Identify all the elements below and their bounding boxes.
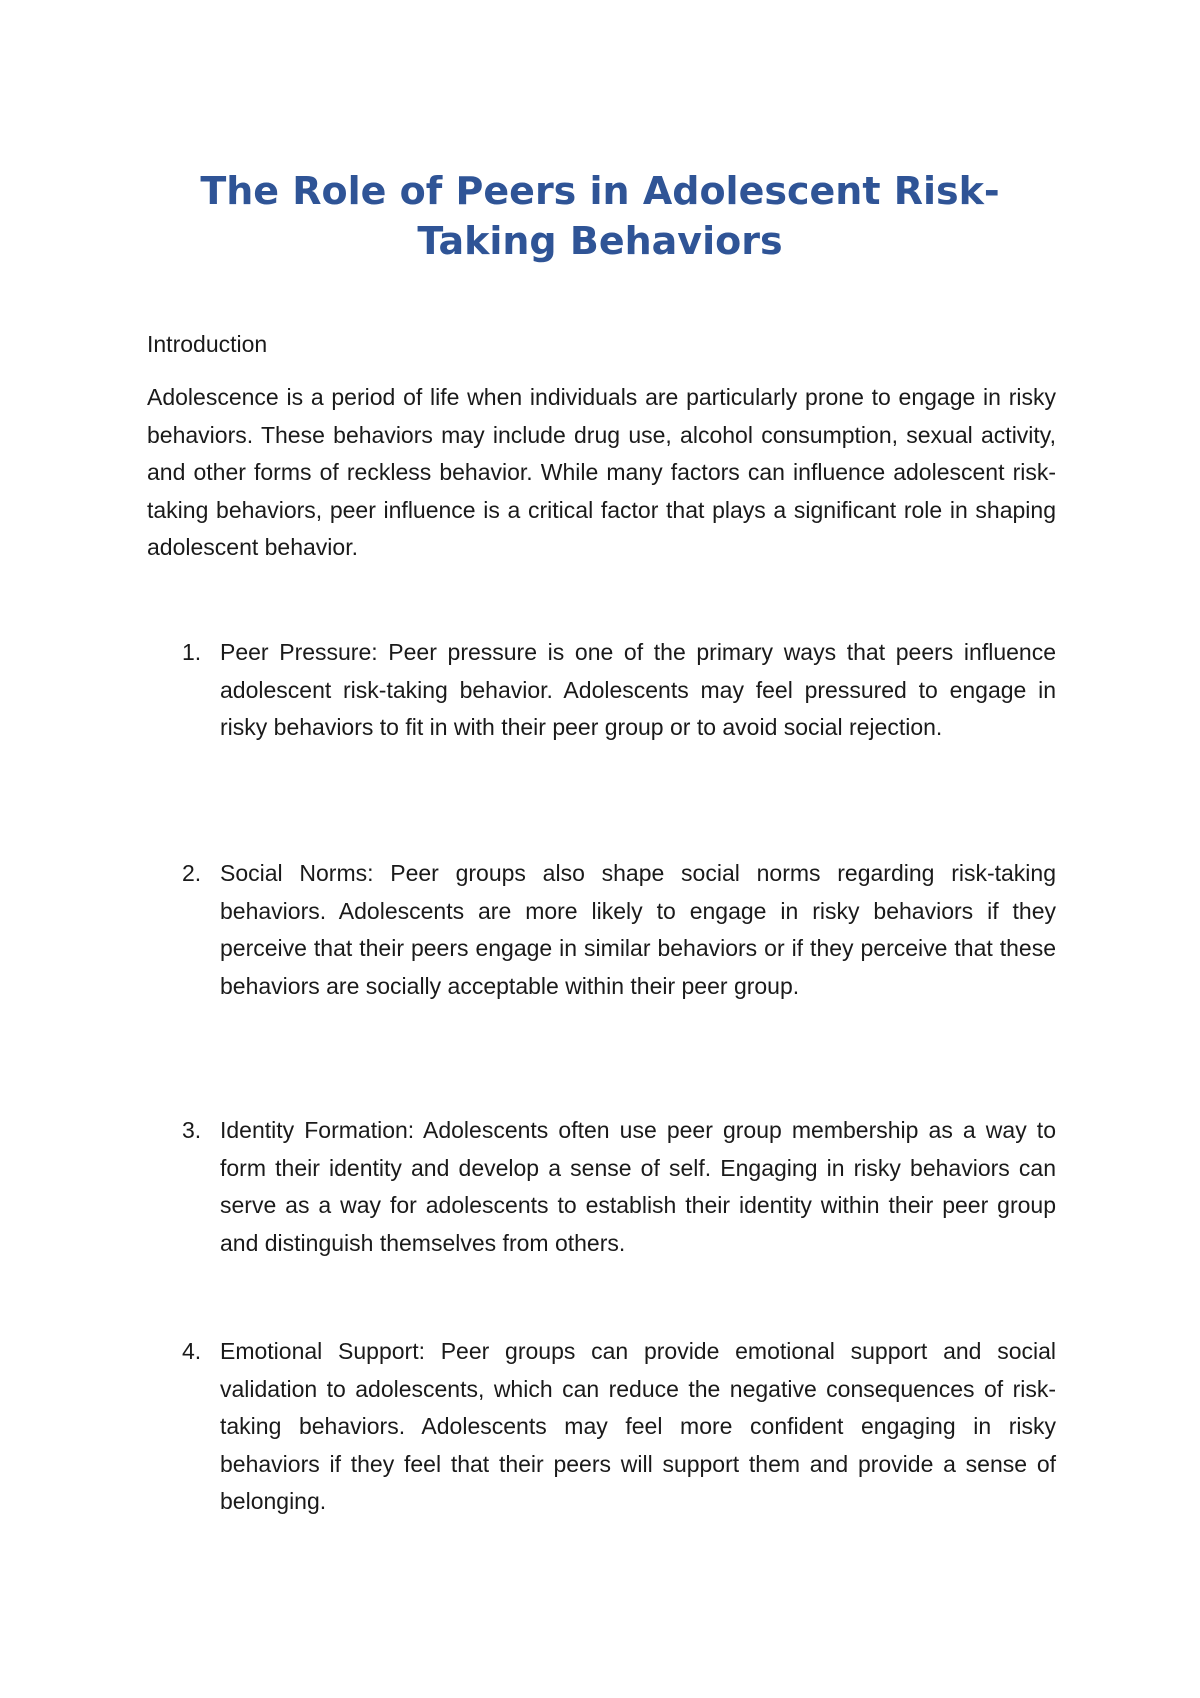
document-title: The Role of Peers in Adolescent Risk-Taking Behaviors xyxy=(200,169,1000,263)
list-item-number: 1. xyxy=(182,639,202,665)
list-item-text: Identity Formation: Adolescents often use peer group membership as a way to form their identity and develop a sense of self. Engaging in risky behaviors can serve as a way for adolescents to establish their identity within their peer group and distinguish themselves from others. xyxy=(220,1117,1056,1256)
list-item-text: Social Norms: Peer groups also shape social norms regarding risk-taking behaviors. Adolescents are more likely to engage in risky behaviors if they perceive that their peers engage in similar behaviors or if they perceive that these behaviors are socially acceptable within their peer group. xyxy=(220,860,1056,999)
list-item-number: 4. xyxy=(182,1338,202,1364)
list-item-number: 3. xyxy=(182,1117,202,1143)
list-item-text: Peer Pressure: Peer pressure is one of the primary ways that peers influence adolescent risk-taking behavior. Adolescents may feel pressured to engage in risky behaviors to fit in with their peer group or to avoid social rejection. xyxy=(220,639,1056,740)
intro-heading: Introduction xyxy=(147,331,268,357)
list-item-number: 2. xyxy=(182,860,202,886)
list-item-text: Emotional Support: Peer groups can provide emotional support and social validation to adolescents, which can reduce the negative consequences of risk-taking behaviors. Adolescents may feel more confident engaging in risky behaviors if they feel that their peers will support them and provide a sense of belonging. xyxy=(220,1338,1056,1514)
intro-paragraph: Adolescence is a period of life when individuals are particularly prone to engage in risky behaviors. These behaviors may include drug use, alcohol consumption, sexual activity, and other forms of reckless behavior. While many factors can influence adolescent risk-taking behaviors, peer influence is a critical factor that plays a significant role in shaping adolescent behavior. xyxy=(147,384,1056,560)
